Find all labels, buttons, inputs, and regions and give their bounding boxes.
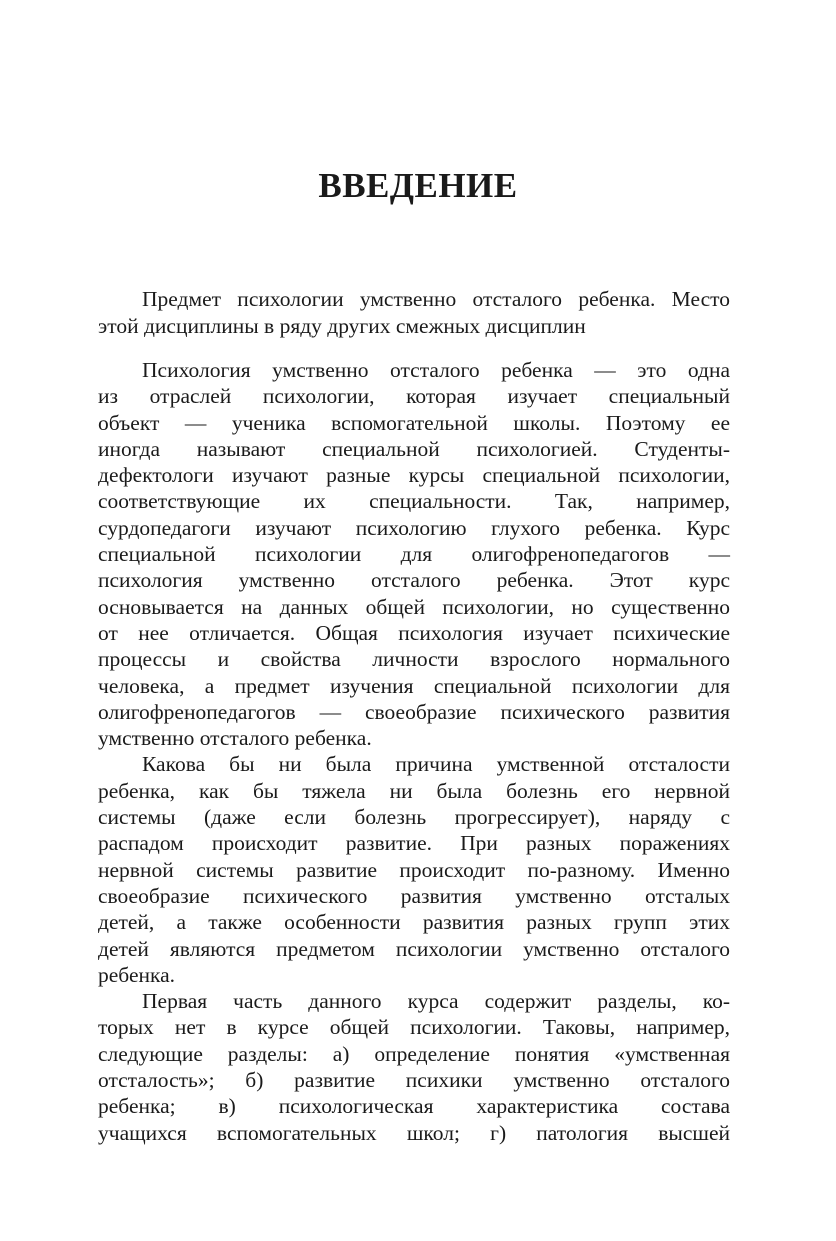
text-line: процессы и свойства личности взрослого нормального (98, 647, 730, 672)
text-line: следующие разделы: а) определение понятия «умственная (98, 1041, 730, 1066)
text-line: умственно отсталого ребенка. (98, 726, 372, 751)
body-text (98, 357, 730, 1146)
subtitle-line: этой дисциплины в ряду других смежных дисциплин (98, 314, 586, 338)
text-line: торых нет в курсе общей психологии. Таковы, например, (98, 1015, 730, 1040)
text-line: олигофренопедагогов — своеобразие психического развития (98, 699, 730, 724)
text-line: соответствующие их специальности. Так, например, (98, 489, 730, 514)
text-line: ребенка; в) психологическая характеристика состава (98, 1094, 730, 1119)
text-line: Психология умственно отсталого ребенка — это одна (142, 358, 730, 382)
chapter-title: ВВЕДЕНИЕ (318, 166, 518, 205)
paragraph (98, 357, 730, 751)
text-line: нервной системы развитие происходит по-разному. Именно (98, 857, 730, 882)
paragraph (98, 988, 730, 1146)
text-line: специальной психологии для олигофренопедагогов — (98, 542, 730, 567)
paragraph (98, 751, 730, 988)
text-line: из отраслей психологии, которая изучает специальный (98, 384, 730, 409)
text-line: учащихся вспомогательных школ; г) патология высшей (98, 1120, 730, 1145)
text-line: распадом происходит развитие. При разных поражениях (98, 831, 730, 856)
text-line: иногда называют специальной психологией. Студенты- (98, 436, 730, 461)
text-line: дефектологи изучают разные курсы специальной психологии, (98, 463, 730, 488)
text-line: Первая часть данного курса содержит разделы, ко- (142, 989, 730, 1014)
text-line: Какова бы ни была причина умственной отсталости (142, 752, 730, 777)
text-line: человека, а предмет изучения специальной психологии для (98, 673, 730, 698)
text-line: сурдопедагоги изучают психологию глухого ребенка. Курс (98, 515, 730, 540)
text-line: детей являются предметом психологии умственно отсталого (98, 936, 730, 961)
text-line: ребенка, как бы тяжела ни была болезнь его нервной (98, 778, 730, 803)
section-subtitle (98, 286, 730, 340)
text-line: объект — ученика вспомогательной школы. Поэтому ее (98, 410, 730, 435)
text-line: системы (даже если болезнь прогрессирует), наряду с (98, 805, 730, 830)
text-line: психология умственно отсталого ребенка. Этот курс (98, 568, 730, 593)
text-line: ребенка. (98, 962, 176, 987)
text-line: основывается на данных общей психологии, но существенно (98, 594, 730, 619)
subtitle-line: Предмет психологии умственно отсталого ребенка. Место (142, 287, 730, 311)
text-line: от нее отличается. Общая психология изучает психические (98, 620, 730, 645)
text-line: детей, а также особенности развития разных групп этих (98, 910, 730, 935)
text-line: отсталость»; б) развитие психики умственно отсталого (98, 1068, 730, 1093)
text-line: своеобразие психического развития умственно отсталых (98, 883, 730, 908)
